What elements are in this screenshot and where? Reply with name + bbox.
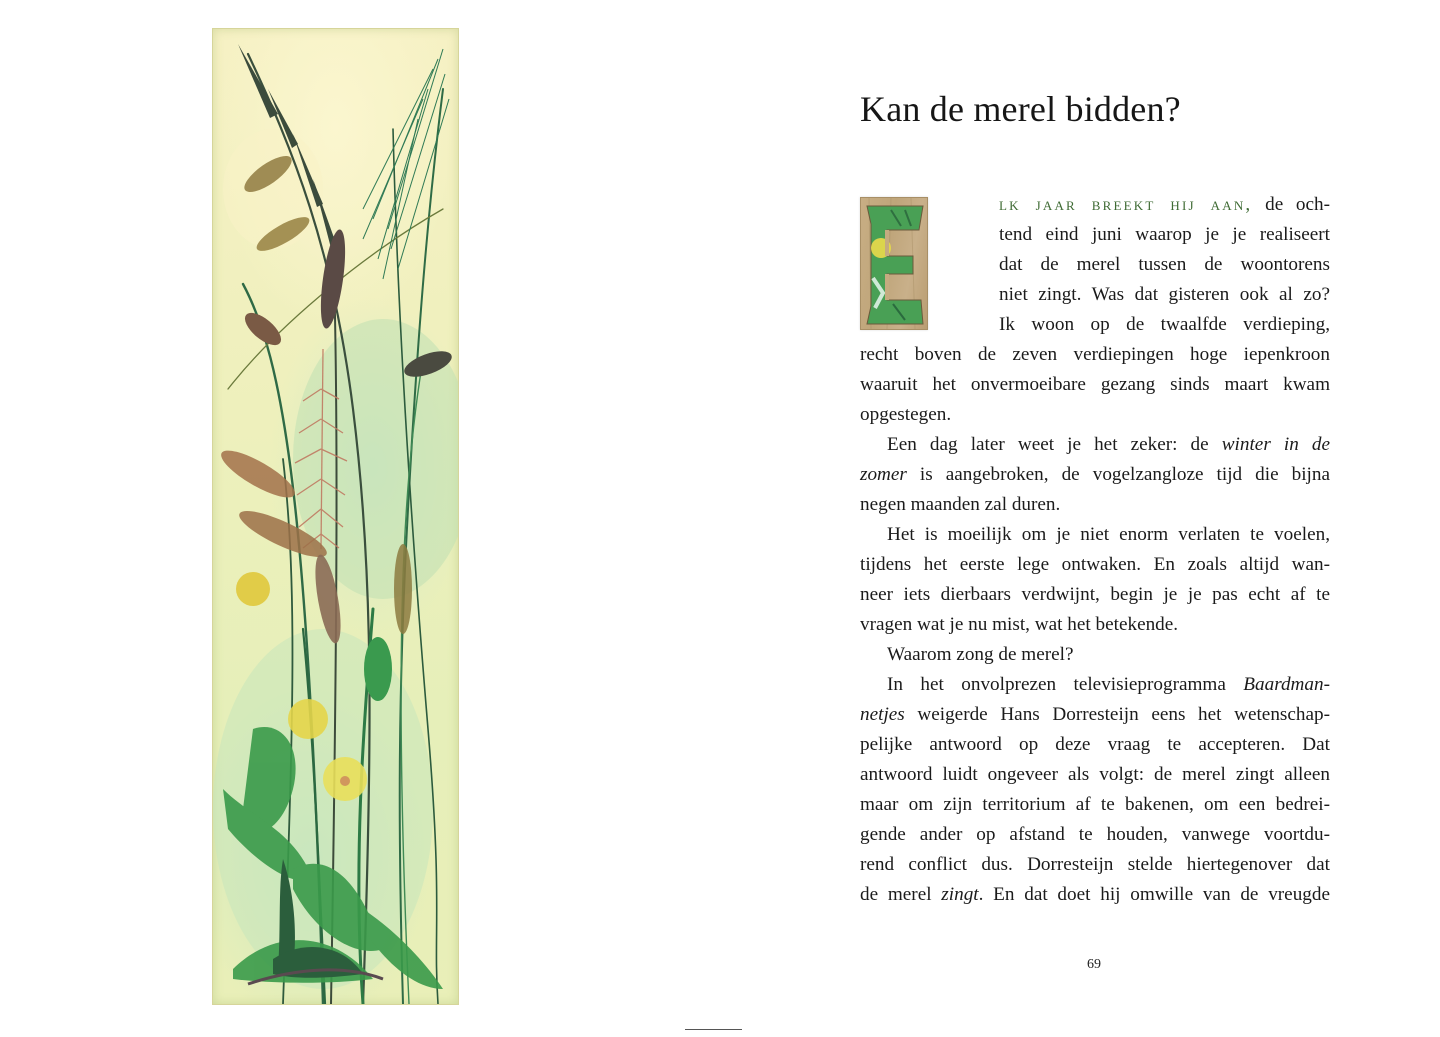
grass-illustration-icon — [213, 29, 458, 1004]
text-run: recht boven de zeven verdiepingen hoge iepenkroon — [860, 344, 1330, 365]
text-run: vragen wat je nu mist, wat het betekende. — [860, 614, 1179, 635]
text-line — [860, 760, 1330, 790]
text-run: opgestegen. — [860, 404, 952, 425]
text-run: maar om zijn territorium af te bakenen, om een bedrei- — [860, 794, 1330, 815]
text-run: dat de merel tussen de woontorens — [999, 254, 1330, 275]
text-line — [860, 850, 1330, 880]
right-page — [720, 0, 1440, 1037]
text-line — [860, 460, 1330, 490]
text-line — [999, 310, 1330, 340]
text-line — [860, 880, 1330, 910]
italic-run: Baardman- — [1243, 674, 1330, 695]
text-line — [999, 190, 1330, 220]
text-line — [860, 490, 1330, 520]
text-line — [860, 610, 1330, 640]
text-line — [860, 520, 1330, 550]
text-run: gende ander op afstand te houden, vanwege voortdu- — [860, 824, 1330, 845]
text-line — [860, 700, 1330, 730]
text-line — [860, 550, 1330, 580]
italic-run: netjes — [860, 704, 905, 725]
text-line — [999, 220, 1330, 250]
text-line — [860, 640, 1330, 670]
text-run: waaruit het onvermoeibare gezang sinds maart kwam — [860, 374, 1330, 395]
text-run: negen maanden zal duren. — [860, 494, 1061, 515]
italic-run: winter in de — [1221, 434, 1330, 455]
italic-run: zomer — [860, 464, 907, 485]
text-run: Het is moeilijk om je niet enorm verlaten te voelen, — [887, 524, 1330, 545]
text-line — [860, 790, 1330, 820]
text-line — [860, 430, 1330, 460]
text-run: . En dat doet hij omwille van de vreugde — [978, 884, 1330, 905]
text-line — [860, 670, 1330, 700]
text-line — [860, 730, 1330, 760]
text-line — [860, 400, 1330, 430]
text-run: de och- — [1252, 194, 1330, 215]
botanical-illustration — [212, 28, 459, 1005]
text-run: antwoord luidt ongeveer als volgt: de merel zingt alleen — [860, 764, 1330, 785]
text-run: Ik woon op de twaalfde verdieping, — [999, 314, 1330, 335]
text-line — [999, 280, 1330, 310]
text-line — [860, 820, 1330, 850]
text-run: tend eind juni waarop je je realiseert — [999, 224, 1330, 245]
text-line — [860, 340, 1330, 370]
text-run: weigerde Hans Dorresteijn eens het wetenschap- — [904, 704, 1330, 725]
chapter-title: Kan de merel bidden? — [860, 89, 1181, 129]
text-run: neer iets dierbaars verdwijnt, begin je je pas echt af te — [860, 584, 1330, 605]
text-run: de merel — [860, 884, 942, 905]
text-run: tijdens het eerste lege ontwaken. En zoals altijd wan- — [860, 554, 1330, 575]
text-run: pelijke antwoord op deze vraag te accepteren. Dat — [860, 734, 1330, 755]
text-run: Een dag later weet je het zeker: de — [887, 434, 1222, 455]
lead-in-small-caps: lk jaar breekt hij aan, — [999, 194, 1253, 215]
text-run: is aangebroken, de vogelzangloze tijd die bijna — [906, 464, 1330, 485]
text-line — [860, 580, 1330, 610]
chapter-body-text — [860, 190, 1330, 910]
text-line — [999, 250, 1330, 280]
italic-run: zingt — [941, 884, 979, 905]
text-run: niet zingt. Was dat gisteren ook al zo? — [999, 284, 1330, 305]
text-run: In het onvolprezen televisieprogramma — [887, 674, 1244, 695]
text-run: Waarom zong de merel? — [887, 644, 1074, 665]
page-number: 69 — [1087, 957, 1101, 972]
text-line — [860, 370, 1330, 400]
gutter-rule — [685, 1029, 742, 1030]
text-run: rend conflict dus. Dorresteijn stelde hiertegenover dat — [860, 854, 1330, 875]
